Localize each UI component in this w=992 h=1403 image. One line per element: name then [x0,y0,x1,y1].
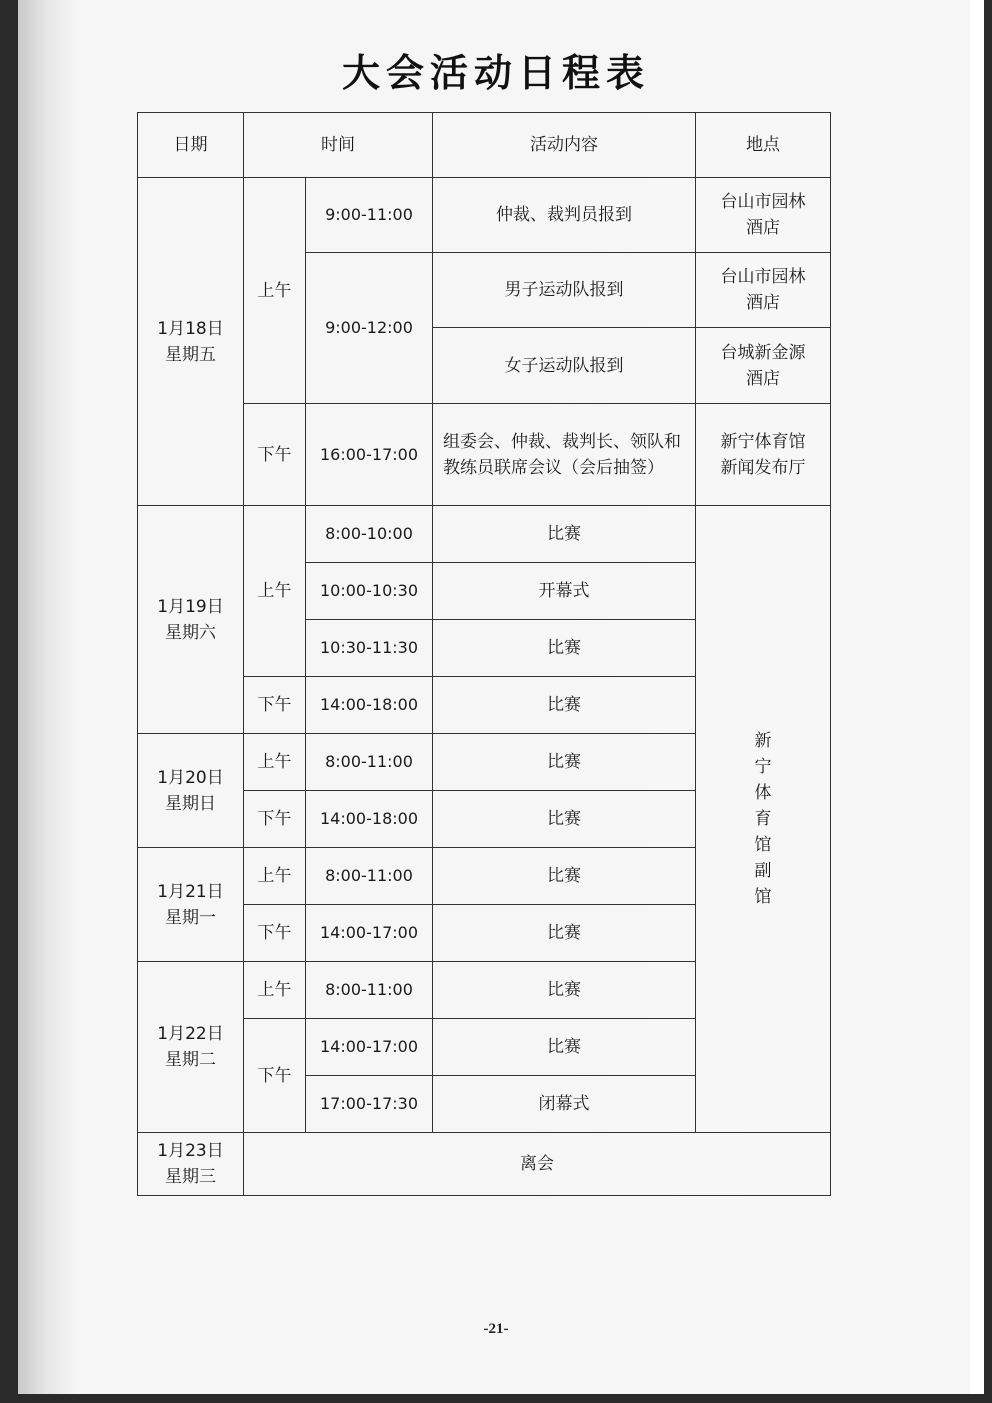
activity-cell: 男子运动队报到 [433,253,696,328]
header-time: 时间 [244,113,433,178]
activity-cell: 比赛 [433,506,696,563]
venue-char: 育 [754,809,772,829]
activity-cell: 仲裁、裁判员报到 [433,178,696,253]
period-cell-pm: 下午 [244,1019,306,1133]
time-cell: 10:00-10:30 [306,563,433,620]
date-cell [138,848,244,962]
weekday-text: 星期六 [165,622,216,643]
venue-cell [696,178,831,253]
activity-cell: 女子运动队报到 [433,328,696,404]
time-cell: 9:00-12:00 [306,253,433,404]
date-text: 1月23日 [157,1141,224,1161]
time-cell: 8:00-11:00 [306,962,433,1019]
schedule-table [137,112,831,1196]
activity-cell: 离会 [244,1133,831,1196]
venue-cell [696,253,831,328]
date-cell [138,734,244,848]
table-row [138,1133,831,1196]
table-row [138,506,831,563]
activity-cell: 比赛 [433,620,696,677]
time-cell: 8:00-11:00 [306,734,433,791]
period-cell-pm: 下午 [244,905,306,962]
time-cell: 16:00-17:00 [306,404,433,506]
weekday-text: 星期一 [165,907,216,928]
weekday-text: 星期三 [165,1167,216,1187]
activity-cell: 比赛 [433,905,696,962]
venue-line: 酒店 [746,368,780,389]
shared-venue-text [696,728,830,910]
time-cell: 8:00-11:00 [306,848,433,905]
time-cell: 8:00-10:00 [306,506,433,563]
period-cell-pm: 下午 [244,677,306,734]
date-cell [138,506,244,734]
weekday-text: 星期二 [165,1050,216,1070]
header-venue: 地点 [696,113,831,178]
period-cell-am: 上午 [244,734,306,791]
date-cell [138,1133,244,1196]
activity-cell: 比赛 [433,677,696,734]
period-cell-am: 上午 [244,962,306,1019]
period-cell-am: 上午 [244,848,306,905]
shared-venue-cell [696,506,831,1133]
page-edge [970,0,984,1394]
time-cell: 14:00-18:00 [306,791,433,848]
venue-line: 台山市园林 [720,267,806,287]
activity-cell: 闭幕式 [433,1076,696,1133]
period-cell-pm: 下午 [244,404,306,506]
activity-cell: 比赛 [433,848,696,905]
activity-cell: 组委会、仲裁、裁判长、领队和教练员联席会议（会后抽签） [433,404,696,506]
activity-cell: 开幕式 [433,563,696,620]
period-cell-am: 上午 [244,506,306,677]
venue-char: 体 [754,783,772,803]
page-number: -21- [483,1321,509,1337]
venue-char: 副 [754,861,772,881]
venue-line: 台山市园林 [720,192,806,212]
venue-cell [696,404,831,506]
activity-cell: 比赛 [433,791,696,848]
date-cell [138,962,244,1133]
venue-line: 新宁体育馆 [720,431,806,452]
weekday-text: 星期日 [165,793,216,814]
venue-line: 台城新金源 [720,342,806,363]
venue-char: 馆 [754,887,772,907]
time-cell: 14:00-18:00 [306,677,433,734]
venue-char: 馆 [754,835,772,855]
weekday-text: 星期五 [165,344,216,365]
time-cell: 14:00-17:00 [306,905,433,962]
date-text: 1月21日 [157,881,224,902]
date-text: 1月20日 [157,767,224,788]
table-row [138,178,831,253]
venue-line: 酒店 [746,218,780,238]
period-cell-am: 上午 [244,178,306,404]
header-date: 日期 [138,113,244,178]
activity-cell: 比赛 [433,734,696,791]
time-cell: 17:00-17:30 [306,1076,433,1133]
period-cell-pm: 下午 [244,791,306,848]
date-text: 1月22日 [157,1024,224,1044]
header-activity: 活动内容 [433,113,696,178]
venue-char: 新 [754,731,772,751]
venue-line: 新闻发布厅 [720,457,806,478]
activity-cell: 比赛 [433,1019,696,1076]
date-text: 1月18日 [157,318,224,339]
time-cell: 9:00-11:00 [306,178,433,253]
activity-cell: 比赛 [433,962,696,1019]
venue-cell [696,328,831,404]
page-title: 大会活动日程表 [341,50,650,95]
venue-line: 酒店 [746,293,780,313]
venue-char: 宁 [754,757,772,777]
date-text: 1月19日 [157,596,224,617]
time-cell: 10:30-11:30 [306,620,433,677]
header-row [138,113,831,178]
time-cell: 14:00-17:00 [306,1019,433,1076]
date-cell [138,178,244,506]
